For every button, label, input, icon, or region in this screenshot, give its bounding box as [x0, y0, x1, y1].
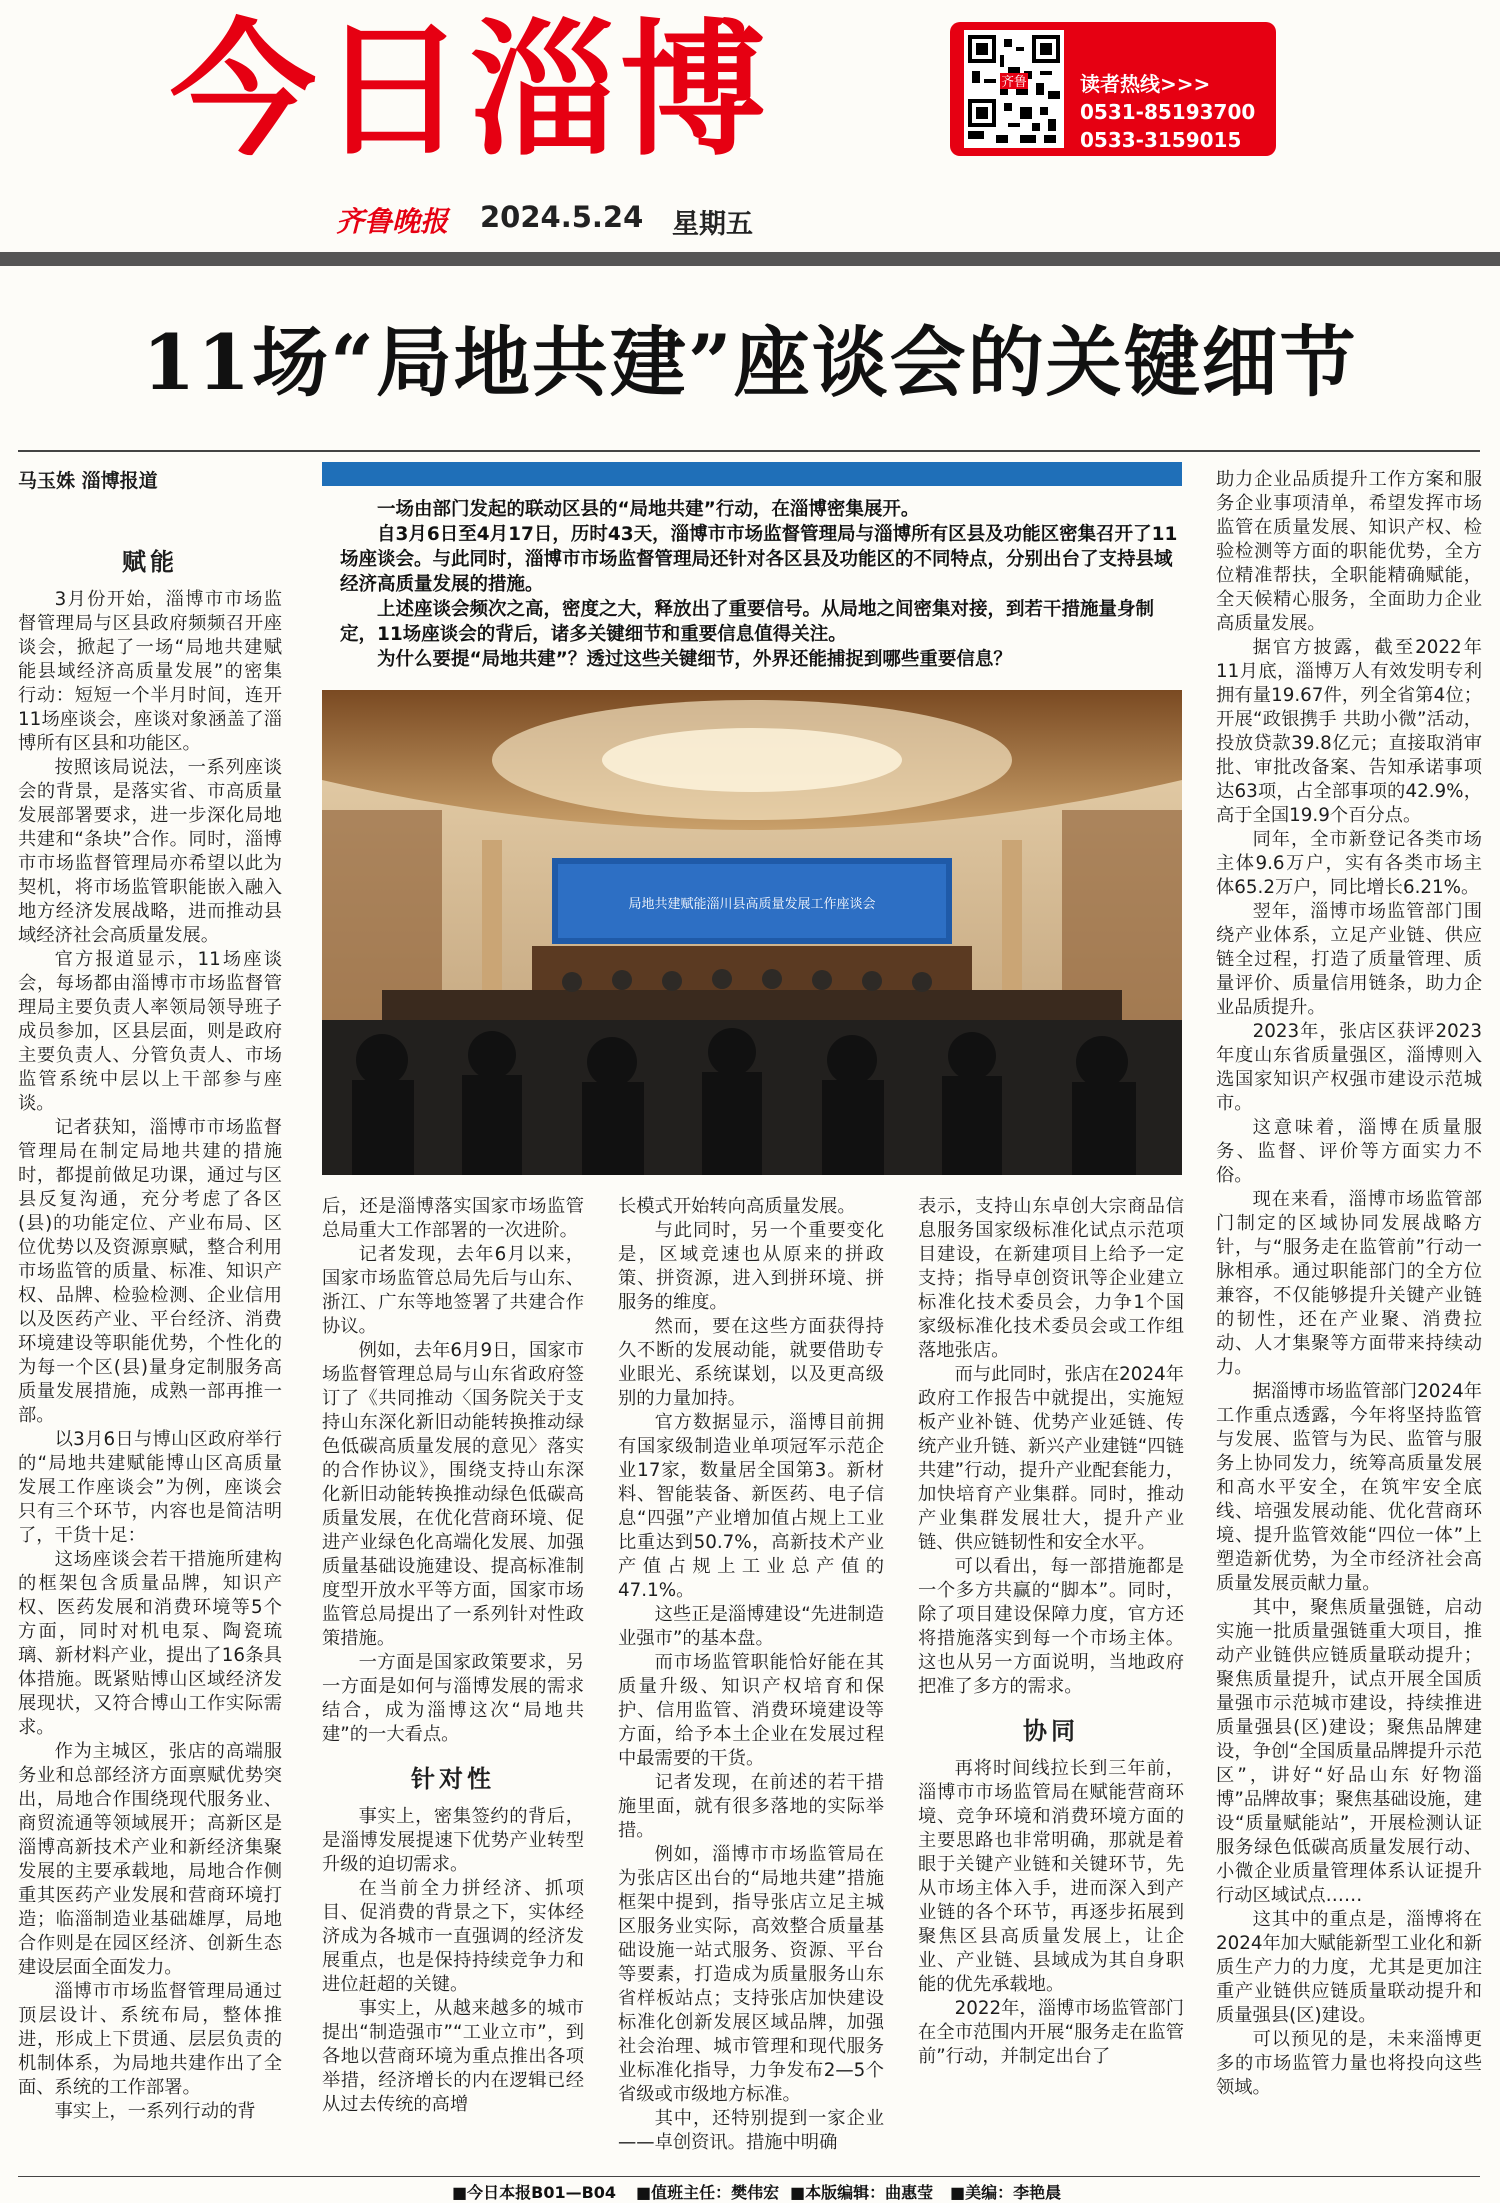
intro-accent-bar — [322, 462, 1182, 486]
footer-page-editor: ■本版编辑：曲惠莹 — [790, 2183, 934, 2202]
section-heading-targeted: 针对性 — [411, 1764, 495, 1793]
paragraph: 助力企业品质提升工作方案和服务企业事项清单，希望发挥市场监管在质量发展、知识产权、检验检测等方面的职能优势，全方位精准帮扶，全职能精确赋能，全天候精心服务，全面助力企业高质量发展。 — [1216, 469, 1482, 634]
hotline-label: 读者热线>>> — [1080, 72, 1211, 96]
paragraph: 一方面是国家政策要求，另一方面是如何与淄博发展的需求结合，成为淄博这次“局地共建”的一大看点。 — [322, 1652, 584, 1745]
paragraph: 同年，全市新登记各类市场主体9.6万户，实有各类市场主体65.2万户，同比增长6.21%。 — [1216, 829, 1482, 898]
hotline-number-2: 0533-3159015 — [1080, 128, 1242, 152]
article-byline: 马玉姝 淄博报道 — [18, 470, 158, 492]
paragraph: 例如，淄博市市场监管局在为张店区出台的“局地共建”措施框架中提到，指导张店立足主城区服务业实际，高效整合质量基础设施一站式服务、资源、平台等要素，打造成为质量服务山东省样板站点；支持张店加快建设标准化创新发展区域品牌，加强社会治理、城市管理和现代服务业标准化指导，力争发布2—5个省级或市级地方标准。 — [618, 1844, 884, 2105]
headline-divider — [18, 450, 1480, 452]
paragraph: 后，还是淄博落实国家市场监管总局重大工作部署的一次进阶。 — [322, 1196, 584, 1241]
newspaper-title: 今日淄博 — [170, 6, 770, 176]
meeting-photo — [322, 690, 1182, 1175]
paragraph: 事实上，从越来越多的城市提出“制造强市”“工业立市”，到各地以营商环境为重点推出各项举措，经济增长的内在逻辑已经从过去传统的高增 — [322, 1998, 584, 2115]
column-1 — [18, 530, 282, 2124]
paragraph: 长模式开始转向高质量发展。 — [618, 1196, 856, 1217]
paragraph: 事实上，密集签约的背后，是淄博发展提速下优势产业转型升级的迫切需求。 — [322, 1806, 584, 1875]
paragraph: 例如，去年6月9日，国家市场监督管理总局与山东省政府签订了《共同推动〈国务院关于支持山东深化新旧动能转换推动绿色低碳高质量发展的意见〉落实的合作协议》，围绕支持山东深化新旧动能转换推动绿色低碳高质量发展，在优化营商环境、促进产业绿色化高端化发展、加强质量基础设施建设、提高标准制度型开放水平等方面，国家市场监管总局提出了一系列针对性政策措施。 — [322, 1340, 584, 1649]
paragraph: 这些正是淄博建设“先进制造业强市”的基本盘。 — [618, 1604, 884, 1649]
column-4 — [918, 1195, 1184, 2069]
paragraph: 与此同时，另一个重要变化是，区域竞速也从原来的拼政策、拼资源，进入到拼环境、拼服务的维度。 — [618, 1220, 884, 1313]
paragraph: 2023年，张店区获评2023年度山东省质量强区，淄博则入选国家知识产权强市建设示范城市。 — [1216, 1021, 1482, 1114]
paragraph: 这场座谈会若干措施所建构的框架包含质量品牌，知识产权、医药发展和消费环境等5个方面，同时对机电泵、陶瓷琉璃、新材料产业，提出了16条具体措施。既紧贴博山区域经济发展现状，又符合博山工作实际需求。 — [18, 1549, 282, 1738]
paragraph: 可以预见的是，未来淄博更多的市场监管力量也将投向这些领域。 — [1216, 2029, 1482, 2098]
paragraph: 在当前全力拼经济、抓项目、促消费的背景之下，实体经济成为各城市一直强调的经济发展重点，也是保持持续竞争力和进位赶超的关键。 — [322, 1878, 584, 1995]
paragraph: 记者获知，淄博市市场监督管理局在制定局地共建的措施时，都提前做足功课，通过与区县反复沟通，充分考虑了各区(县)的功能定位、产业布局、区位优势以及资源禀赋，整合利用市场监管的质量、标准、知识产权、品牌、检验检测、企业信用以及医药产业、平台经济、消费环境建设等职能优势，个性化的为每一个区(县)量身定制服务高质量发展措施，成熟一部再推一部。 — [18, 1117, 282, 1426]
paragraph: 现在来看，淄博市场监管部门制定的区域协同发展战略方针，与“服务走在监管前”行动一脉相承。通过职能部门的全方位兼容，不仅能够提升关键产业链的韧性，还在产业聚、消费拉动、人才集聚等方面带来持续动力。 — [1216, 1189, 1482, 1378]
paper-logo: 齐鲁晚报 — [336, 205, 449, 238]
paragraph: 官方报道显示，11场座谈会，每场都由淄博市市场监督管理局主要负责人率领局领导班子成员参加，区县层面，则是政府主要负责人、分管负责人、市场监管系统中层以上干部参与座谈。 — [18, 949, 282, 1114]
paragraph: 按照该局说法，一系列座谈会的背景，是落实省、市高质量发展部署要求，进一步深化局地共建和“条块”合作。同时，淄博市市场监督管理局亦希望以此为契机，将市场监管职能嵌入融入地方经济发展战略，进而推动县域经济社会高质量发展。 — [18, 757, 282, 946]
masthead-divider — [0, 252, 1500, 266]
paragraph: 记者发现，在前述的若干措施里面，就有很多落地的实际举措。 — [618, 1772, 884, 1841]
paragraph: 然而，要在这些方面获得持久不断的发展动能，就要借助专业眼光、系统谋划，以及更高级别的力量加持。 — [618, 1316, 884, 1409]
masthead — [0, 0, 1500, 260]
qr-code[interactable] — [964, 30, 1064, 148]
photo-banner-text: 局地共建赋能淄川县高质量发展工作座谈会 — [628, 897, 876, 912]
article-headline: 11场“局地共建”座谈会的关键细节 — [142, 318, 1358, 407]
paragraph: 而与此同时，张店在2024年政府工作报告中就提出，实施短板产业补链、优势产业延链、传统产业升链、新兴产业建链“四链共建”行动，提升产业配套能力，加快培育产业集群。同时，推动产业集群发展壮大，提升产业链、供应链韧性和安全水平。 — [918, 1364, 1184, 1553]
paragraph: 其中，聚焦质量强链，启动实施一批质量强链重大项目，推动产业链供应链质量联动提升；聚焦质量提升，试点开展全国质量强市示范城市建设，持续推进质量强县(区)建设；聚焦品牌建设，争创“全国质量品牌提升示范区”，讲好“好品山东 好物淄博”品牌故事；聚焦基础设施，建设“质量赋能站”，开展检测认证服务绿色低碳高质量发展行动、小微企业质量管理体系认证提升行动区域试点…… — [1216, 1597, 1482, 1906]
paragraph: 2022年，淄博市场监管部门在全市范围内开展“服务走在监管前”行动，并制定出台了 — [918, 1998, 1184, 2067]
article-intro — [340, 497, 1180, 672]
paragraph: 这意味着，淄博在质量服务、监督、评价等方面实力不俗。 — [1216, 1117, 1482, 1186]
paragraph: 官方数据显示，淄博目前拥有国家级制造业单项冠军示范企业17家，数量居全国第3。新材料、智能装备、新医药、电子信息“四强”产业增加值占规上工业比重达到50.7%，高新技术产业产值占规上工业总产值的47.1%。 — [618, 1412, 884, 1601]
paragraph: 据官方披露，截至2022年11月底，淄博万人有效发明专利拥有量19.67件，列全省第4位；开展“政银携手 共助小微”活动，投放贷款39.8亿元；直接取消审批、审批改备案、告知承诺事项达63项，占全部事项的42.9%，高于全国19.9个百分点。 — [1216, 637, 1482, 826]
paragraph: 记者发现，去年6月以来，国家市场监管总局先后与山东、浙江、广东等地签署了共建合作协议。 — [322, 1244, 584, 1337]
hotline-box — [950, 22, 1276, 156]
qr-code-graphic — [964, 30, 1064, 148]
paragraph: 再将时间线拉长到三年前，淄博市市场监管局在赋能营商环境、竞争环境和消费环境方面的主要思路也非常明确，那就是着眼于关键产业链和关键环节，先从市场主体入手，进而深入到产业链的各个环节，再逐步拓展到聚焦区县高质量发展上，让企业、产业链、县域成为其自身职能的优先承载地。 — [918, 1758, 1184, 1995]
column-2 — [322, 1195, 584, 2117]
meeting-photo-graphic — [322, 690, 1182, 1175]
qr-caption: 齐鲁 — [1001, 75, 1027, 91]
paragraph: 可以看出，每一部措施都是一个多方共赢的“脚本”。同时，除了项目建设保障力度，官方还将措施落实到每一个市场主体。这也从另一方面说明，当地政府把准了多方的需求。 — [918, 1556, 1184, 1697]
footer-pages: ■今日本报B01—B04 — [452, 2183, 617, 2202]
footer-art-editor: ■美编：李艳晨 — [950, 2183, 1062, 2202]
footer-divider — [18, 2176, 1480, 2177]
paragraph: 翌年，淄博市场监管部门围绕产业体系，立足产业链、供应链全过程，打造了质量管理、质量评价、质量信用链条，助力企业品质提升。 — [1216, 901, 1482, 1018]
column-3 — [618, 1195, 884, 2155]
section-heading-synergy: 协同 — [1023, 1716, 1079, 1745]
issue-weekday: 星期五 — [672, 209, 753, 240]
footer-editor-on-duty: ■值班主任：樊伟宏 — [636, 2183, 780, 2202]
column-5 — [1216, 468, 1482, 2100]
paragraph: 以3月6日与博山区政府举行的“局地共建赋能博山区高质量发展工作座谈会”为例，座谈会只有三个环节，内容也是简洁明了，干货十足： — [18, 1429, 282, 1546]
issue-date: 2024.5.24 — [480, 200, 644, 234]
paragraph: 其中，还特别提到一家企业——卓创资讯。措施中明确 — [618, 2108, 884, 2153]
paragraph: 据淄博市场监管部门2024年工作重点透露，今年将坚持监管与发展、监管与为民、监管与服务上协同发力，统筹高质量发展和高水平安全，在筑牢安全底线、培强发展动能、优化营商环境、提升监管效能“四位一体”上塑造新优势，为全市经济社会高质量发展贡献力量。 — [1216, 1381, 1482, 1594]
intro-paragraph: 为什么要提“局地共建”？透过这些关键细节，外界还能捕捉到哪些重要信息？ — [377, 649, 1012, 670]
paragraph: 表示，支持山东卓创大宗商品信息服务国家级标准化试点示范项目建设，在新建项目上给予一定支持；指导卓创资讯等企业建立标准化技术委员会，力争1个国家级标准化技术委员会或工作组落地张店。 — [918, 1196, 1184, 1361]
paragraph: 3月份开始，淄博市市场监督管理局与区县政府频频召开座谈会，掀起了一场“局地共建赋能县域经济高质量发展”的密集行动：短短一个半月时间，连开11场座谈会，座谈对象涵盖了淄博所有区县和功能区。 — [18, 589, 282, 754]
paragraph: 作为主城区，张店的高端服务业和总部经济方面禀赋优势突出，局地合作围绕现代服务业、商贸流通等领域展开；高新区是淄博高新技术产业和新经济集聚发展的主要承载地，局地合作侧重其医药产业发展和营商环境打造；临淄制造业基础雄厚，局地合作则是在园区经济、创新生态建设层面全面发力。 — [18, 1741, 282, 1978]
paragraph: 事实上，一系列行动的背 — [54, 2101, 256, 2122]
paragraph: 而市场监管职能恰好能在其质量升级、知识产权培育和保护、信用监管、消费环境建设等方面，给予本土企业在发展过程中最需要的干货。 — [618, 1652, 884, 1769]
intro-paragraph: 自3月6日至4月17日，历时43天，淄博市市场监督管理局与淄博所有区县及功能区密集召开了11场座谈会。与此同时，淄博市市场监督管理局还针对各区县及功能区的不同特点，分别出台了支持县域经济高质量发展的措施。 — [340, 524, 1178, 595]
paragraph: 淄博市市场监督管理局通过顶层设计、系统布局，整体推进，形成上下贯通、层层负责的机制体系，为局地共建作出了全面、系统的工作部署。 — [18, 1981, 282, 2098]
hotline-number-1: 0531-85193700 — [1080, 100, 1256, 124]
intro-paragraph: 上述座谈会频次之高，密度之大，释放出了重要信号。从局地之间密集对接，到若干措施量身制定，11场座谈会的背后，诸多关键细节和重要信息值得关注。 — [340, 599, 1155, 645]
paragraph: 这其中的重点是，淄博将在2024年加大赋能新型工业化和新质生产力的力度，尤其是更加注重产业链供应链质量联动提升和质量强县(区)建设。 — [1216, 1909, 1482, 2026]
section-heading-empower: 赋能 — [122, 547, 178, 576]
intro-paragraph: 一场由部门发起的联动区县的“局地共建”行动，在淄博密集展开。 — [377, 499, 920, 520]
